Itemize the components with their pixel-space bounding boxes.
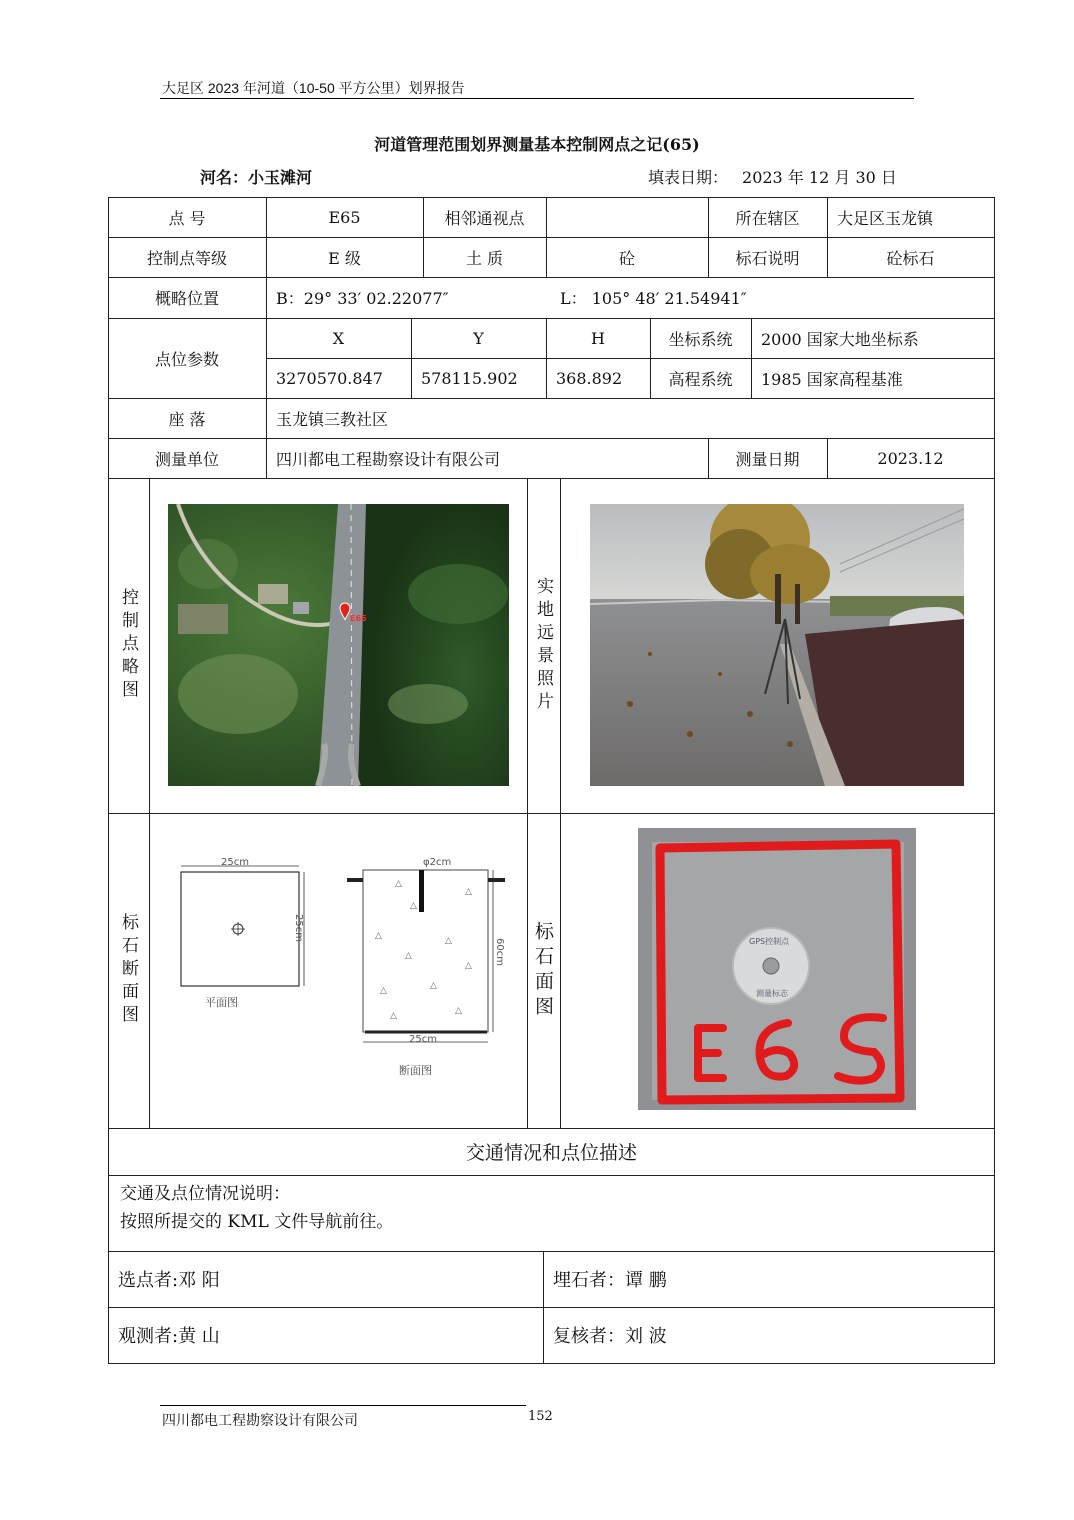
elev-system-label: 高程系统 [668, 369, 733, 389]
photo-label: 实地远景照片 [533, 576, 553, 715]
adjacent-point-value [546, 197, 708, 237]
x-header: X [332, 328, 345, 348]
stone-code: E65 [878, 1086, 881, 1087]
plan-caption: 平面图 [205, 996, 238, 1009]
soil-label: 土 质 [465, 248, 504, 268]
svg-text:△: △ [430, 981, 437, 991]
svg-text:△: △ [465, 887, 472, 897]
header-rule [160, 98, 914, 99]
depth-label: 60cm [494, 938, 505, 966]
stone-desc-label: 标石说明 [735, 248, 800, 268]
svg-text:△: △ [455, 1006, 462, 1016]
soil-value: 砼 [618, 248, 635, 268]
survey-unit-label: 测量单位 [154, 449, 219, 469]
bottom-width-label: 25cm [409, 1034, 437, 1045]
fill-date-value: 2023 年 12 月 30 日 [742, 168, 897, 187]
x-value: 3270570.847 [276, 368, 383, 388]
survey-date-label: 测量日期 [735, 449, 800, 469]
river-name: 河名：小玉滩河 [200, 168, 313, 187]
jurisdiction-value: 大足区玉龙镇 [837, 208, 934, 228]
point-number-value: E65 [328, 207, 361, 227]
location-value: 玉龙镇三教社区 [276, 409, 389, 429]
jurisdiction-label: 所在辖区 [735, 208, 800, 228]
svg-text:△: △ [375, 931, 382, 941]
checker: 复核者：刘 波 [553, 1326, 667, 1347]
y-value: 578115.902 [421, 368, 518, 388]
sketch-label: 控制点略图 [118, 588, 138, 703]
fill-date-label: 填表日期： [648, 168, 729, 187]
traffic-line-2: 按照所提交的 KML 文件导航前往。 [120, 1212, 394, 1232]
svg-text:△: △ [465, 961, 472, 971]
burier: 埋石者：谭 鹏 [553, 1270, 667, 1291]
y-header: Y [473, 328, 484, 348]
survey-unit-value: 四川都电工程勘察设计有限公司 [276, 449, 501, 469]
document-title: 河道管理范围划界测量基本控制网点之记(65) [374, 135, 700, 154]
svg-text:△: △ [445, 936, 452, 946]
point-number-label: 点 号 [168, 208, 206, 228]
approx-position-label: 概略位置 [154, 289, 219, 308]
h-value: 368.892 [556, 368, 623, 388]
plan-width-label: 25cm [221, 857, 249, 868]
svg-text:△: △ [405, 951, 412, 961]
adjacent-point-label: 相邻通视点 [444, 208, 525, 228]
h-header: H [591, 328, 605, 348]
site-photo-image [590, 504, 964, 786]
footer-company: 四川都电工程勘察设计有限公司 [162, 1413, 358, 1429]
svg-text:△: △ [390, 1011, 397, 1021]
traffic-line-1: 交通及点位情况说明： [120, 1184, 290, 1204]
stone-face-photo [638, 828, 916, 1110]
latitude-value: B：29° 33′ 02.22077″ [276, 289, 449, 308]
fill-date [648, 165, 911, 188]
plan-height-label: 25cm [293, 914, 304, 942]
longitude-value: L： 105° 48′ 21.54941″ [560, 289, 747, 308]
observer: 观测者:黄 山 [118, 1326, 220, 1347]
map-marker-label: E65 [350, 614, 367, 623]
grade-value: E 级 [328, 248, 361, 268]
selector: 选点者:邓 阳 [118, 1270, 220, 1291]
traffic-description [120, 1180, 393, 1236]
section-caption: 断面图 [399, 1064, 432, 1077]
face-label: 标石面图 [532, 920, 554, 1021]
point-params-label: 点位参数 [154, 349, 219, 369]
section-drawing [165, 828, 520, 1118]
coord-system-value: 2000 国家大地坐标系 [761, 329, 919, 349]
survey-date-value: 2023.12 [877, 448, 944, 468]
report-header: 大足区 2023 年河道（10-50 平方公里）划界报告 [162, 80, 465, 96]
rod-diameter-label: φ2cm [423, 857, 452, 868]
satellite-map-image [168, 504, 509, 786]
traffic-heading: 交通情况和点位描述 [465, 1142, 637, 1164]
disc-text-2: 测量标志 [756, 989, 788, 998]
location-label: 座 落 [168, 409, 206, 429]
svg-text:△: △ [380, 986, 387, 996]
page-number: 152 [528, 1409, 553, 1424]
svg-text:△: △ [395, 879, 402, 889]
section-label: 标石断面图 [118, 913, 138, 1028]
grade-label: 控制点等级 [146, 248, 227, 268]
svg-text:△: △ [410, 901, 417, 911]
footer-rule [160, 1405, 526, 1406]
coord-system-label: 坐标系统 [668, 329, 733, 349]
disc-text: GPS控制点 [749, 937, 790, 946]
stone-desc-value: 砼标石 [886, 248, 935, 268]
elev-system-value: 1985 国家高程基准 [761, 369, 903, 389]
